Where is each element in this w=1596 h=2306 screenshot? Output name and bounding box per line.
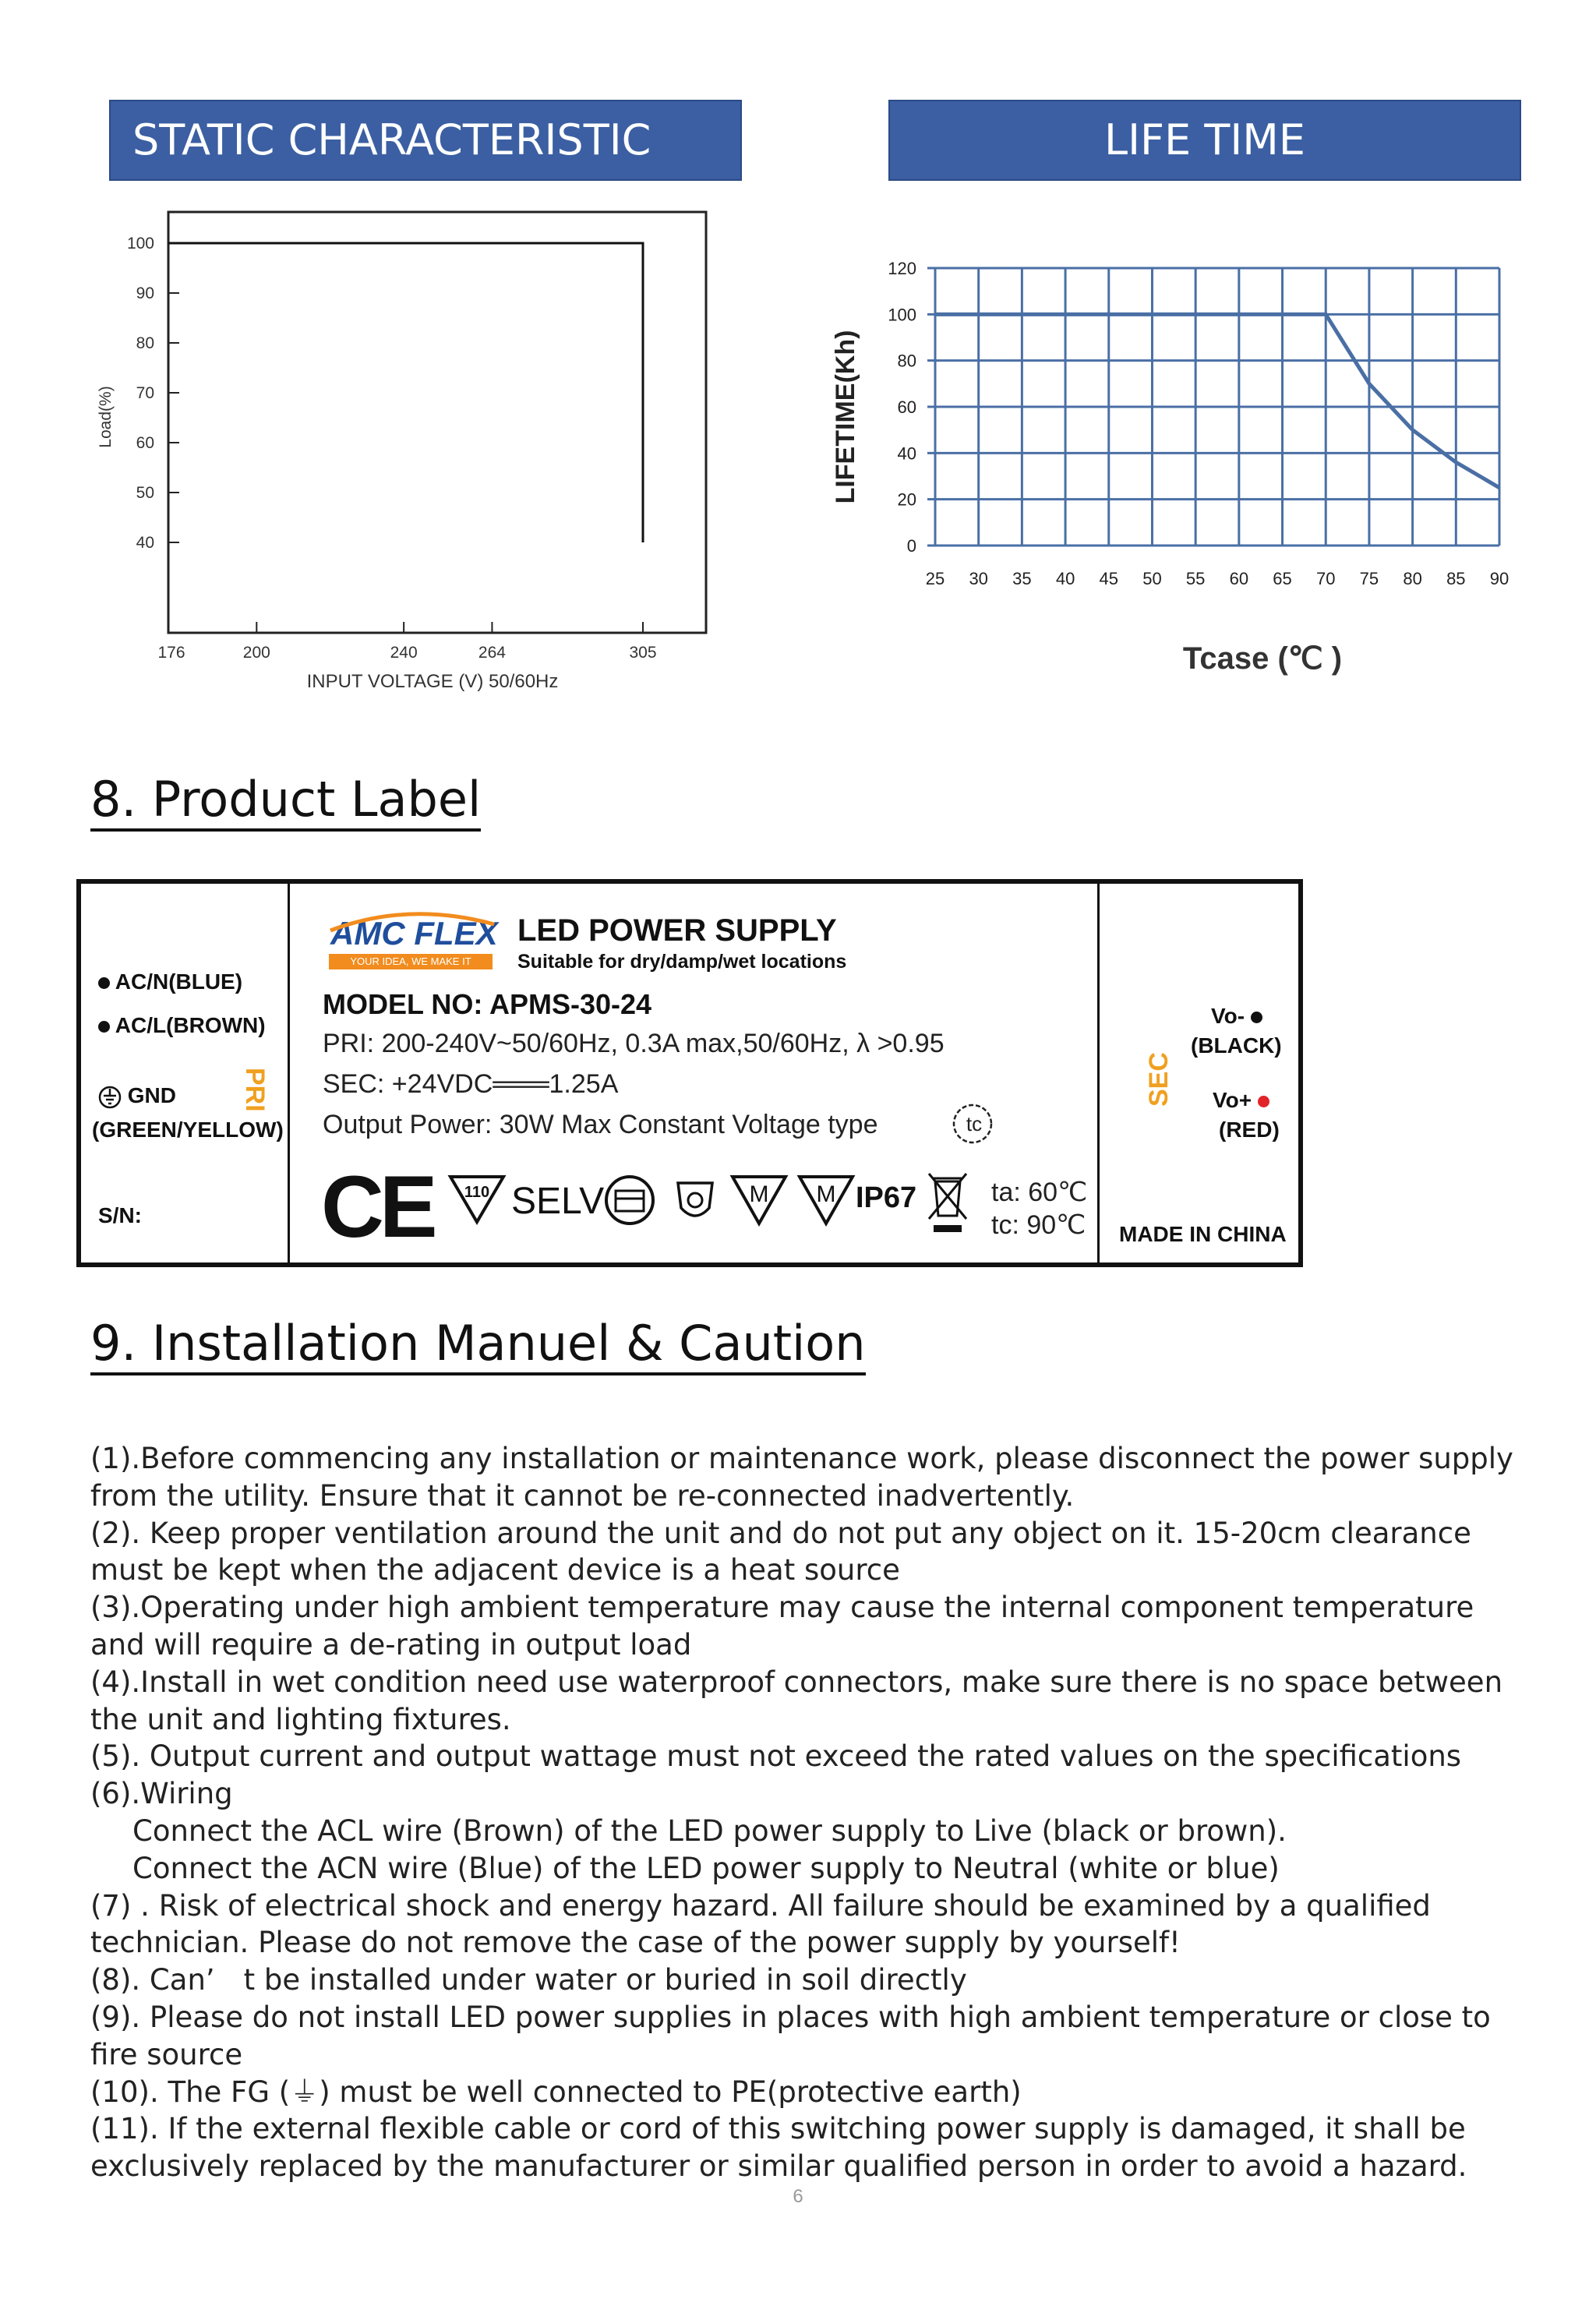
vo-minus-color: (BLACK)	[1191, 1033, 1282, 1058]
static-chart-frame	[168, 212, 706, 633]
lifetime-y-tick-label: 20	[897, 489, 916, 510]
gnd-wire: GND	[98, 1083, 176, 1109]
static-x-tick-label: 264	[478, 644, 506, 662]
lifetime-y-tick-label: 40	[897, 443, 916, 464]
static-y-tick-label: 90	[136, 284, 154, 302]
lifetime-x-tick-label: 50	[1142, 569, 1162, 588]
lifetime-x-tick-label: 40	[1055, 569, 1075, 588]
static-x-tick-label: 200	[242, 644, 270, 662]
lifetime-x-tick-label: 55	[1185, 569, 1206, 588]
tc-mark-text: tc	[966, 1112, 983, 1135]
sec-marker: SEC	[1144, 1052, 1174, 1107]
tc-mark-icon	[951, 1102, 994, 1146]
static-x-tick-label: 176	[157, 644, 185, 662]
product-label	[76, 879, 1303, 1267]
lifetime-x-tick-label: 35	[1012, 569, 1032, 588]
static-y-tick-label: 100	[126, 235, 154, 252]
lifetime-x-tick-label: 85	[1446, 569, 1466, 588]
static-y-tick-label: 50	[136, 484, 154, 502]
label-divider-right	[1097, 884, 1100, 1262]
installation-instructions	[90, 1440, 1524, 2185]
primary-spec: PRI: 200-240V~50/60Hz, 0.3A max,50/60Hz, λ >0.95	[323, 1029, 945, 1058]
svg-text:M: M	[816, 1181, 836, 1207]
pri-marker: PRI	[240, 1068, 270, 1112]
lifetime-x-tick-label: 60	[1229, 569, 1249, 588]
independent-control-gear-icon	[602, 1172, 658, 1228]
lifetime-y-tick-label: 0	[906, 536, 916, 556]
case-temperature: tc: 90℃	[991, 1210, 1086, 1240]
instruction-10: (10). The FG (⏚) must be well connected to PE(protective earth)	[90, 2075, 1022, 2109]
suitability-note: Suitable for dry/damp/wet locations	[517, 951, 847, 973]
static-y-tick-label: 60	[136, 434, 154, 452]
brand-swoosh-icon	[323, 907, 502, 938]
acn-wire: AC/N(BLUE)	[98, 969, 242, 994]
instruction-4: (4).Install in wet condition need use waterproof connectors, make sure there is no space between the unit and lighting fixtures.	[90, 1665, 1503, 1736]
instruction-2: (2). Keep proper ventilation around the unit and do not put any object on it. 15-20cm clearance must be kept when the adjacent device is a heat source	[90, 1516, 1471, 1587]
lifetime-x-tick-label: 65	[1273, 569, 1292, 588]
ce-mark-icon: CE	[321, 1158, 433, 1255]
m-mark-icon	[728, 1172, 790, 1228]
svg-text:M: M	[749, 1181, 769, 1207]
thermal-protection-icon	[673, 1177, 717, 1227]
lifetime-x-tick-label: 90	[1489, 569, 1509, 588]
product-label-heading: 8. Product Label	[90, 772, 481, 832]
vo-plus-color: (RED)	[1219, 1118, 1280, 1142]
red-dot-icon	[1258, 1096, 1269, 1107]
lifetime-x-tick-label: 80	[1403, 569, 1422, 588]
instruction-6-live: Connect the ACL wire (Brown) of the LED power supply to Live (black or brown).	[132, 1813, 1287, 1848]
vo-minus-terminal: Vo-	[1211, 1004, 1262, 1029]
static-y-axis-label: Load(%)	[97, 386, 115, 448]
static-series-line	[168, 243, 643, 542]
life-time-banner: LIFE TIME	[888, 100, 1521, 181]
ip-rating: IP67	[856, 1181, 917, 1214]
mm-mark-icon	[795, 1172, 857, 1228]
model-number: MODEL NO: APMS-30-24	[323, 988, 652, 1020]
instruction-11: (11). If the external flexible cable or cord of this switching power supply is damaged, it shall be exclusively replaced by the manufacturer or similar qualified person in order to avoid a hazard.	[90, 2112, 1467, 2184]
brand-logo: AMC FLEX	[330, 915, 498, 952]
instruction-1: (1).Before commencing any installation or maintenance work, please disconnect the power supply from the utility. Ensure that it cannot be re-connected inadvertently.	[90, 1442, 1513, 1513]
made-in-label: MADE IN CHINA	[1119, 1222, 1287, 1246]
ambient-temperature: ta: 60℃	[991, 1178, 1088, 1207]
secondary-spec: SEC: +24VDC═══1.25A	[323, 1069, 619, 1099]
life-time-chart	[826, 249, 1527, 701]
weee-bin-icon	[924, 1167, 971, 1238]
lifetime-x-tick-label: 70	[1315, 569, 1336, 588]
static-x-axis-label: INPUT VOLTAGE (V) 50/60Hz	[306, 671, 559, 692]
static-x-tick-label: 305	[629, 644, 657, 662]
lifetime-x-tick-label: 75	[1359, 569, 1379, 588]
static-characteristic-chart	[86, 203, 733, 701]
ground-icon	[98, 1086, 122, 1109]
lifetime-y-tick-label: 60	[897, 397, 916, 417]
static-x-tick-label: 240	[390, 644, 418, 662]
lifetime-x-tick-label: 25	[925, 569, 945, 588]
serial-number-label: S/N:	[98, 1203, 142, 1227]
product-name: LED POWER SUPPLY	[517, 913, 837, 948]
instruction-5: (5). Output current and output wattage must not exceed the rated values on the specifications	[90, 1739, 1462, 1774]
instruction-6: (6).Wiring	[90, 1777, 233, 1811]
selv-mark: SELV	[511, 1181, 605, 1222]
label-divider-left	[288, 884, 290, 1262]
gnd-wire-color: (GREEN/YELLOW)	[92, 1118, 284, 1142]
instruction-7: (7) . Risk of electrical shock and energy hazard. All failure should be examined by a qualified technician. Please do not remove the case of the power supply by yourself!	[90, 1888, 1431, 1960]
output-power: Output Power: 30W Max Constant Voltage type	[323, 1110, 878, 1139]
instruction-6-neutral: Connect the ACN wire (Blue) of the LED power supply to Neutral (white or blue)	[132, 1851, 1280, 1885]
lifetime-x-tick-label: 45	[1099, 569, 1119, 588]
instruction-8: (8). Can’ t be installed under water or buried in soil directly	[90, 1963, 967, 1997]
lifetime-y-tick-label: 120	[888, 259, 916, 278]
static-characteristic-banner: STATIC CHARACTERISTIC	[109, 100, 742, 181]
installation-heading: 9. Installation Manuel & Caution	[90, 1315, 866, 1375]
static-y-tick-label: 70	[136, 384, 154, 402]
vo-plus-terminal: Vo+	[1213, 1088, 1269, 1113]
static-y-tick-label: 80	[136, 334, 154, 352]
lifetime-y-tick-label: 80	[897, 351, 916, 371]
lifetime-y-axis-label: LIFETIME(Kh)	[831, 330, 860, 504]
instruction-9: (9). Please do not install LED power supplies in places with high ambient temperature or close to fire source	[90, 2000, 1491, 2071]
class-110-mark-icon	[446, 1172, 508, 1227]
page-number: 6	[793, 2186, 803, 2207]
lifetime-x-tick-label: 30	[969, 569, 988, 588]
lifetime-series-line	[935, 314, 1499, 488]
brand-tagline: YOUR IDEA, WE MAKE IT	[329, 954, 493, 969]
instruction-3: (3).Operating under high ambient temperature may cause the internal component temperature and will require a de-rating in output load	[90, 1591, 1474, 1662]
black-dot-icon	[1251, 1012, 1262, 1023]
static-y-tick-label: 40	[136, 534, 154, 552]
class-110-mark-text: 110	[464, 1184, 490, 1201]
lifetime-y-tick-label: 100	[888, 305, 916, 325]
lifetime-x-axis-label: Tcase (℃ )	[1182, 641, 1343, 676]
acl-wire: AC/L(BROWN)	[98, 1013, 266, 1038]
